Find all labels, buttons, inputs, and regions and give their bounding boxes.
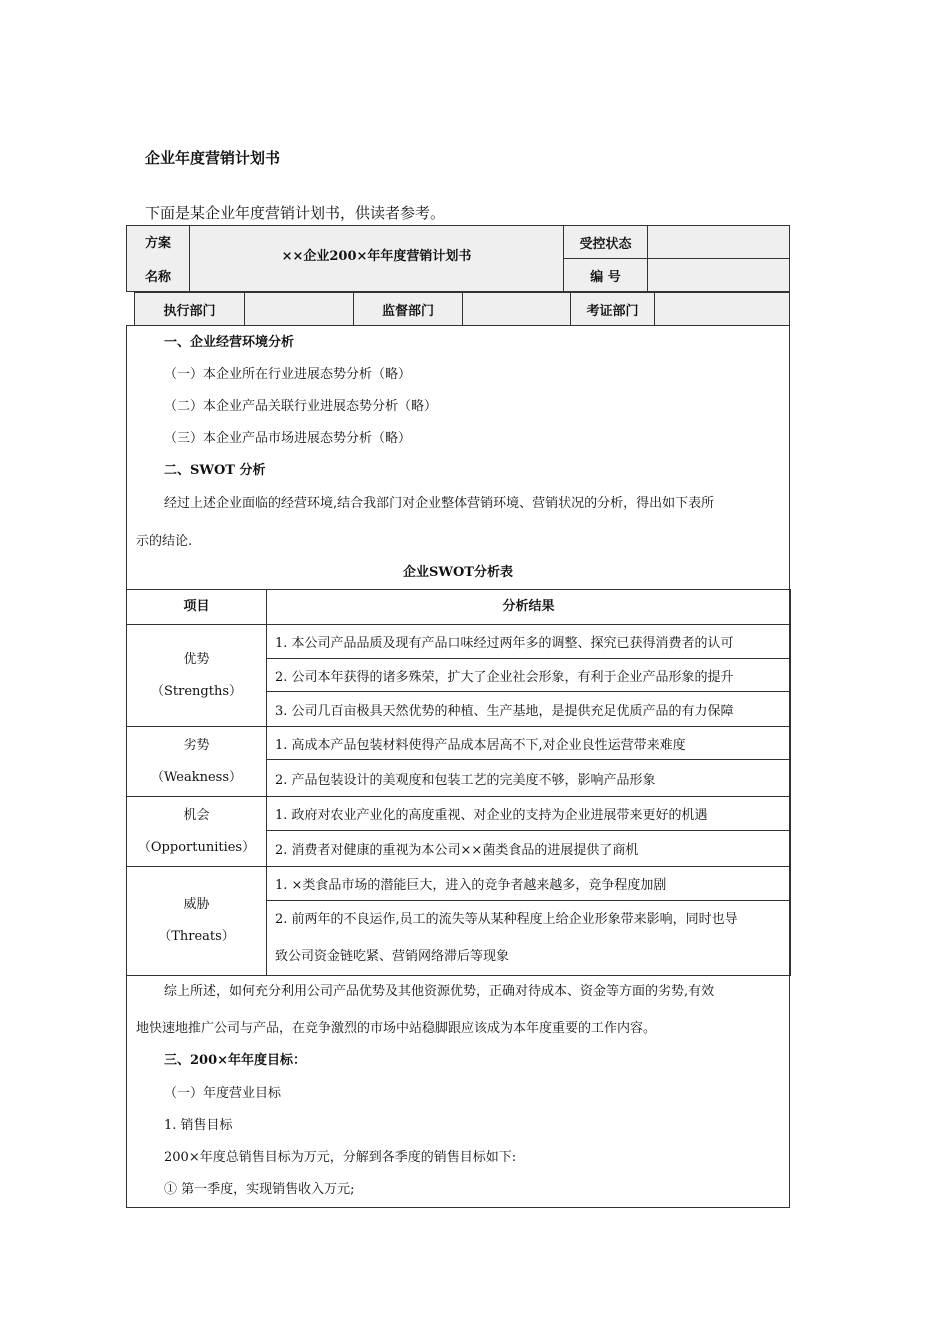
plan-name-cell: [189, 225, 564, 292]
section1-item: （一）本企业所在行业进展态势分析（略）: [164, 367, 412, 382]
control-status-label-cell: [563, 225, 648, 259]
section1-item: （二）本企业产品关联行业进展态势分析（略）: [164, 399, 438, 414]
swot-category-en: （Threats）: [158, 929, 235, 944]
section3-heading: 三、200×年年度目标：: [164, 1053, 307, 1068]
swot-item: 1. ×类食品市场的潜能巨大，进入的竞争者越来越多，竞争程度加剧: [267, 867, 791, 901]
swot-item: 1. 政府对农业产业化的高度重视、对企业的支持为企业进展带来更好的机遇: [267, 797, 791, 831]
exec-dept-label: 执行部门: [163, 303, 216, 319]
swot-item: 1. 本公司产品品质及现有产品口味经过两年多的调整、探究已获得消费者的认可: [267, 625, 791, 659]
section3-sub-heading: （一）年度营业目标: [164, 1086, 282, 1101]
swot-row: [127, 867, 791, 901]
swot-item: 2. 公司本年获得的诸多殊荣，扩大了企业社会形象，有利于企业产品形象的提升: [267, 659, 791, 692]
swot-category-threats: [127, 867, 267, 976]
swot-item: 2. 消费者对健康的重视为本公司××菌类食品的进展提供了商机: [267, 831, 791, 867]
section2-heading: 二、SWOT 分析: [164, 463, 266, 478]
control-status-label: 受控状态: [579, 236, 632, 252]
swot-col-item: 项目: [127, 590, 267, 625]
supervise-dept-label: 监督部门: [381, 303, 434, 319]
number-label: 编 号: [590, 269, 621, 285]
section1-item: （三）本企业产品市场进展态势分析（略）: [164, 431, 412, 446]
summary-line: 地快速地推广公司与产品，在竞争激烈的市场中站稳脚跟应该成为本年度重要的工作内容。: [136, 1021, 657, 1036]
swot-row: [127, 727, 791, 760]
page-title: 企业年度营销计划书: [145, 149, 281, 167]
swot-item: 3. 公司几百亩极具天然优势的种植、生产基地，是提供充足优质产品的有力保障: [267, 692, 791, 727]
swot-item: 1. 高成本产品包装材料使得产品成本居高不下,对企业良性运营带来难度: [267, 727, 791, 760]
scheme-label-2: 名称: [144, 270, 171, 285]
supervise-dept-value-cell: [462, 292, 571, 326]
exec-dept-label-cell: [134, 292, 245, 326]
verify-dept-value-cell: [654, 292, 790, 326]
section3-text: 200×年度总销售目标为万元，分解到各季度的销售目标如下:: [164, 1150, 517, 1165]
swot-category-name: 机会: [183, 807, 210, 823]
plan-name: ××企业200×年年度营销计划书: [281, 249, 472, 264]
swot-item: [267, 901, 791, 976]
section3-sub-heading: 1. 销售目标: [164, 1118, 233, 1133]
summary-line: 综上所述，如何充分利用公司产品优势及其他资源优势，正确对待成本、资金等方面的劣势,有效: [164, 984, 715, 999]
section1-heading: 一、企业经营环境分析: [164, 335, 295, 350]
swot-table-title: 企业SWOT分析表: [403, 565, 513, 580]
verify-dept-label: 考证部门: [586, 303, 639, 319]
swot-item: 2. 产品包装设计的美观度和包装工艺的完美度不够，影响产品形象: [267, 760, 791, 797]
swot-row: [127, 625, 791, 659]
control-status-value-cell: [647, 225, 790, 259]
scheme-label-1: 方案: [144, 236, 171, 251]
swot-item-line: 致公司资金链吃紧、营销网络滞后等现象: [275, 949, 510, 964]
exec-dept-value-cell: [244, 292, 354, 326]
scheme-label-cell: [126, 225, 190, 292]
swot-row: [127, 797, 791, 831]
number-label-cell: [563, 258, 648, 292]
swot-category-strengths: [127, 625, 267, 727]
swot-category-name: 劣势: [183, 737, 210, 753]
section3-text: ① 第一季度，实现销售收入万元;: [164, 1182, 355, 1197]
section2-paragraph-line: 经过上述企业面临的经营环境,结合我部门对企业整体营销环境、营销状况的分析，得出如下表所: [164, 496, 715, 511]
swot-category-en: （Strengths）: [150, 683, 242, 699]
swot-item-line: 2. 前两年的不良运作,员工的流失等从某种程度上给企业形象带来影响，同时也导: [275, 912, 738, 927]
swot-category-en: （Opportunities）: [137, 839, 256, 855]
verify-dept-label-cell: [570, 292, 655, 326]
swot-header-row: [127, 590, 791, 625]
number-value-cell: [647, 258, 790, 292]
supervise-dept-label-cell: [353, 292, 463, 326]
swot-category-en: （Weakness）: [150, 769, 243, 785]
section2-paragraph-line: 示的结论.: [136, 534, 193, 549]
swot-category-weakness: [127, 727, 267, 797]
swot-category-name: 威胁: [183, 897, 210, 912]
swot-category-name: 优势: [183, 651, 210, 667]
swot-category-opportunities: [127, 797, 267, 867]
swot-col-result: 分析结果: [267, 590, 791, 625]
intro-text: 下面是某企业年度营销计划书，供读者参考。: [145, 204, 446, 222]
swot-table: [126, 589, 791, 976]
